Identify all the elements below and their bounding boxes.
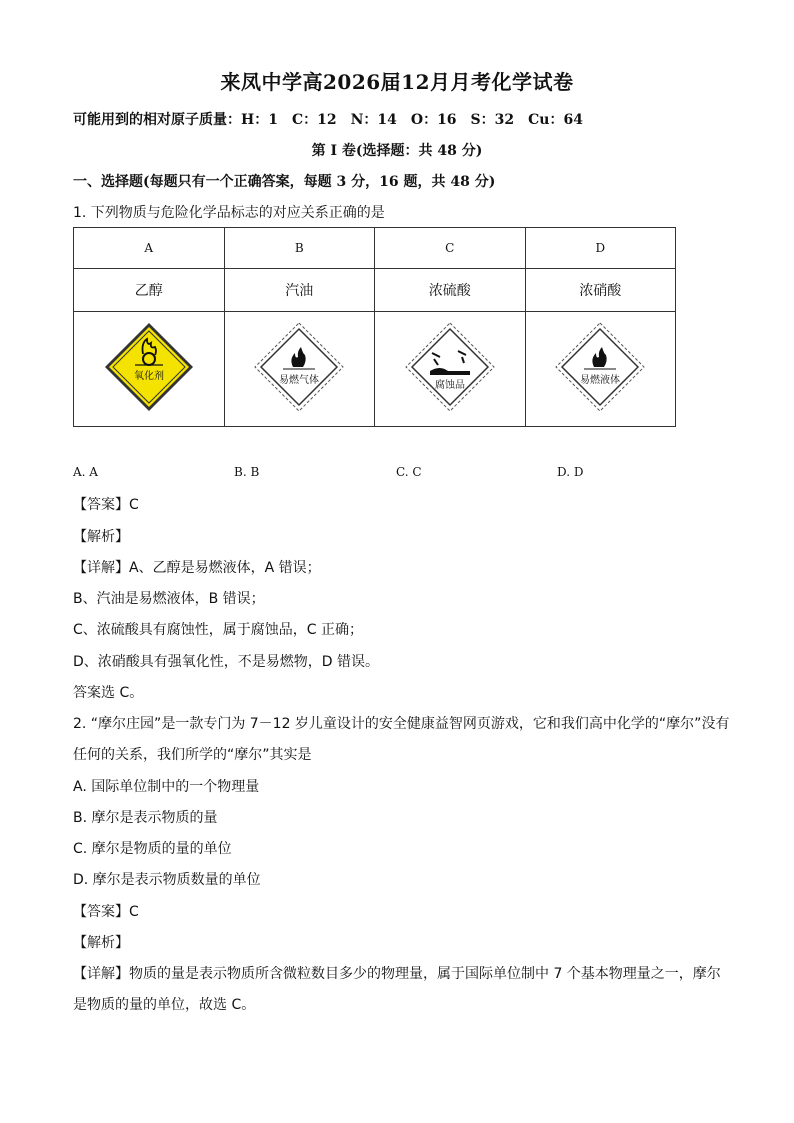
- section-heading: 第 I 卷(选择题：共 48 分): [311, 143, 483, 159]
- table-header-a: A: [74, 228, 225, 269]
- q2-stem-line2: 任何的关系，我们所学的“摩尔”其实是: [73, 747, 312, 763]
- substance-a: 乙醇: [74, 269, 225, 312]
- flammable-liquid-sign-icon: [554, 321, 646, 413]
- sign-cell-d: [525, 312, 676, 427]
- table-header-b: B: [224, 228, 375, 269]
- substance-c: 浓硫酸: [375, 269, 526, 312]
- q2-option-a: A. 国际单位制中的一个物理量: [73, 779, 260, 795]
- q2-option-c: C. 摩尔是物质的量的单位: [73, 841, 232, 857]
- q1-analysis: 【解析】: [73, 529, 129, 545]
- table-header-d: D: [525, 228, 676, 269]
- q1-answer: 【答案】C: [73, 497, 139, 513]
- sign-label-a: 氧化剂: [133, 371, 164, 382]
- corrosive-sign-icon: [404, 321, 496, 413]
- oxidizer-sign-icon: [103, 321, 195, 413]
- substance-d: 浓硝酸: [525, 269, 676, 312]
- q1-option-c: C. C: [396, 465, 422, 479]
- q1-option-d: D. D: [557, 465, 584, 479]
- q1-detail-line: B、汽油是易燃液体，B 错误；: [73, 591, 265, 607]
- sign-label-d: 易燃液体: [580, 375, 621, 386]
- sign-label-b: 易燃气体: [279, 375, 320, 386]
- q1-detail-line: 答案选 C。: [73, 685, 144, 701]
- flammable-gas-sign-icon: [253, 321, 345, 413]
- q2-stem-line1: 2. “摩尔庄园”是一款专门为 7－12 岁儿童设计的安全健康益智网页游戏，它和我们高中化学的“摩尔”没有: [73, 716, 730, 732]
- sign-cell-b: [224, 312, 375, 427]
- q2-analysis: 【解析】: [73, 935, 129, 951]
- q1-detail-line: C、浓硫酸具有腐蚀性，属于腐蚀品，C 正确；: [73, 622, 363, 638]
- q2-option-d: D. 摩尔是表示物质数量的单位: [73, 872, 261, 888]
- q1-option-b: B. B: [234, 465, 260, 479]
- q1-detail-line: 【详解】A、乙醇是易燃液体，A 错误；: [73, 560, 321, 576]
- sign-cell-a: [74, 312, 225, 427]
- part-heading: 一、选择题(每题只有一个正确答案，每题 3 分，16 题，共 48 分): [73, 174, 496, 190]
- q2-option-b: B. 摩尔是表示物质的量: [73, 810, 218, 826]
- q2-answer: 【答案】C: [73, 904, 139, 920]
- atomic-masses: 可能用到的相对原子质量：H：1 C：12 N：14 O：16 S：32 Cu：64: [73, 112, 583, 128]
- q1-detail-line: D、浓硝酸具有强氧化性，不是易燃物，D 错误。: [73, 654, 380, 670]
- q2-detail-line2: 是物质的量的单位，故选 C。: [73, 997, 256, 1013]
- sign-label-c: 腐蚀品: [434, 380, 465, 391]
- q1-table: [73, 227, 676, 427]
- sign-cell-c: [375, 312, 526, 427]
- q2-detail-line1: 【详解】物质的量是表示物质所含微粒数目多少的物理量，属于国际单位制中 7 个基本物理量之一，摩尔: [73, 966, 721, 982]
- page-title: 来凤中学高2026届12月月考化学试卷: [220, 70, 574, 94]
- table-header-c: C: [375, 228, 526, 269]
- q1-option-a: A. A: [73, 465, 98, 479]
- q1-stem: 1. 下列物质与危险化学品标志的对应关系正确的是: [73, 205, 385, 221]
- substance-b: 汽油: [224, 269, 375, 312]
